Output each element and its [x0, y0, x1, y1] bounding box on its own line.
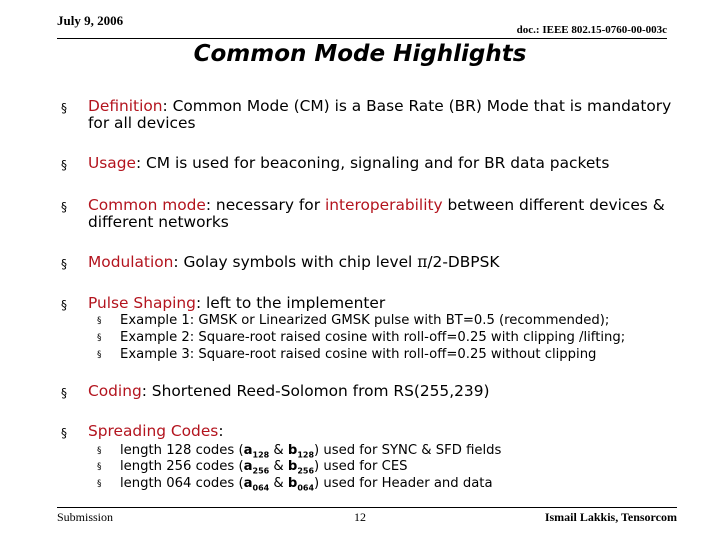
term-spreading-codes: Spreading Codes: [88, 422, 219, 440]
slide-title: Common Mode Highlights: [193, 41, 527, 67]
bullet-marker: §: [61, 101, 67, 115]
header-doc-id: doc.: IEEE 802.15-0760-00-003c: [516, 24, 667, 36]
pulse-shaping-text: : left to the implementer: [195, 294, 386, 312]
term-pulse-shaping: Pulse Shaping: [88, 294, 196, 312]
sub-bullet-marker: §: [97, 462, 102, 472]
example-3-text: Example 3: Square-root raised cosine with roll-off=0.25 without clipping: [120, 347, 597, 362]
length-064-suffix: ) used for Header and data: [314, 476, 493, 491]
sub-bullet-marker: §: [97, 333, 102, 343]
bullet-text: [88, 98, 688, 132]
bullet-text: [88, 383, 688, 400]
bullet-text: [88, 295, 688, 312]
code-a-256: $a_{256}$: [243, 459, 270, 476]
footer-author: Ismail Lakkis, Tensorcom: [544, 510, 677, 524]
header-divider: [57, 38, 667, 39]
header-date: July 9, 2006: [57, 13, 124, 28]
page-number: 12: [354, 510, 366, 524]
common-mode-text-rest: between different devices & different networks: [88, 196, 665, 231]
common-mode-text: : necessary for: [205, 196, 325, 214]
term-modulation: Modulation: [88, 253, 174, 271]
term-interoperability: interoperability: [324, 196, 443, 214]
ampersand: &: [269, 443, 288, 458]
term-definition: Definition: [88, 97, 163, 115]
bullet-marker: §: [61, 158, 67, 172]
code-b-128: $b_{128}$: [287, 443, 315, 460]
coding-text: : Shortened Reed-Solomon from RS(255,239): [141, 382, 490, 400]
bullet-text: [88, 254, 688, 271]
example-1-text: Example 1: GMSK or Linearized GMSK pulse with BT=0.5 (recommended);: [120, 313, 610, 328]
sub-bullet-marker: §: [97, 350, 102, 360]
ampersand: &: [269, 459, 288, 474]
length-064-text: [120, 476, 690, 497]
bullet-text: [88, 197, 688, 231]
term-usage: Usage: [88, 154, 136, 172]
code-a-128: $a_{128}$: [243, 443, 270, 460]
length-128-prefix: length 128 codes (: [120, 443, 244, 458]
code-b-256: $b_{256}$: [287, 459, 315, 476]
usage-text: : CM is used for beaconing, signaling and for BR data packets: [135, 154, 610, 172]
ampersand: &: [269, 476, 288, 491]
bullet-text: [88, 155, 688, 172]
sub-bullet-marker: §: [97, 316, 102, 326]
length-064-prefix: length 064 codes (: [120, 476, 244, 491]
length-256-prefix: length 256 codes (: [120, 459, 244, 474]
modulation-text-rest: /2-DBPSK: [427, 253, 500, 271]
bullet-marker: §: [61, 386, 67, 400]
code-a-064: $a_{064}$: [243, 476, 270, 493]
spreading-codes-text: :: [218, 422, 224, 440]
pi-symbol: π: [417, 253, 428, 271]
example-2-text: Example 2: Square-root raised cosine with roll-off=0.25 with clipping /lifting;: [120, 330, 626, 345]
bullet-marker: §: [61, 257, 67, 271]
sub-bullet-marker: §: [97, 479, 102, 489]
bullet-marker: §: [61, 426, 67, 440]
footer-submission: Submission: [57, 510, 114, 524]
term-common-mode: Common mode: [88, 196, 206, 214]
modulation-text: : Golay symbols with chip level: [173, 253, 418, 271]
bullet-text: [88, 423, 688, 440]
term-coding: Coding: [88, 382, 142, 400]
length-256-suffix: ) used for CES: [314, 459, 408, 474]
bullet-marker: §: [61, 298, 67, 312]
bullet-marker: §: [61, 200, 67, 214]
footer-divider: [57, 507, 677, 508]
definition-text: : Common Mode (CM) is a Base Rate (BR) Mode that is mandatory for all devices: [88, 97, 672, 132]
code-b-064: $b_{064}$: [287, 476, 315, 493]
length-128-suffix: ) used for SYNC & SFD fields: [314, 443, 502, 458]
sub-bullet-marker: §: [97, 446, 102, 456]
